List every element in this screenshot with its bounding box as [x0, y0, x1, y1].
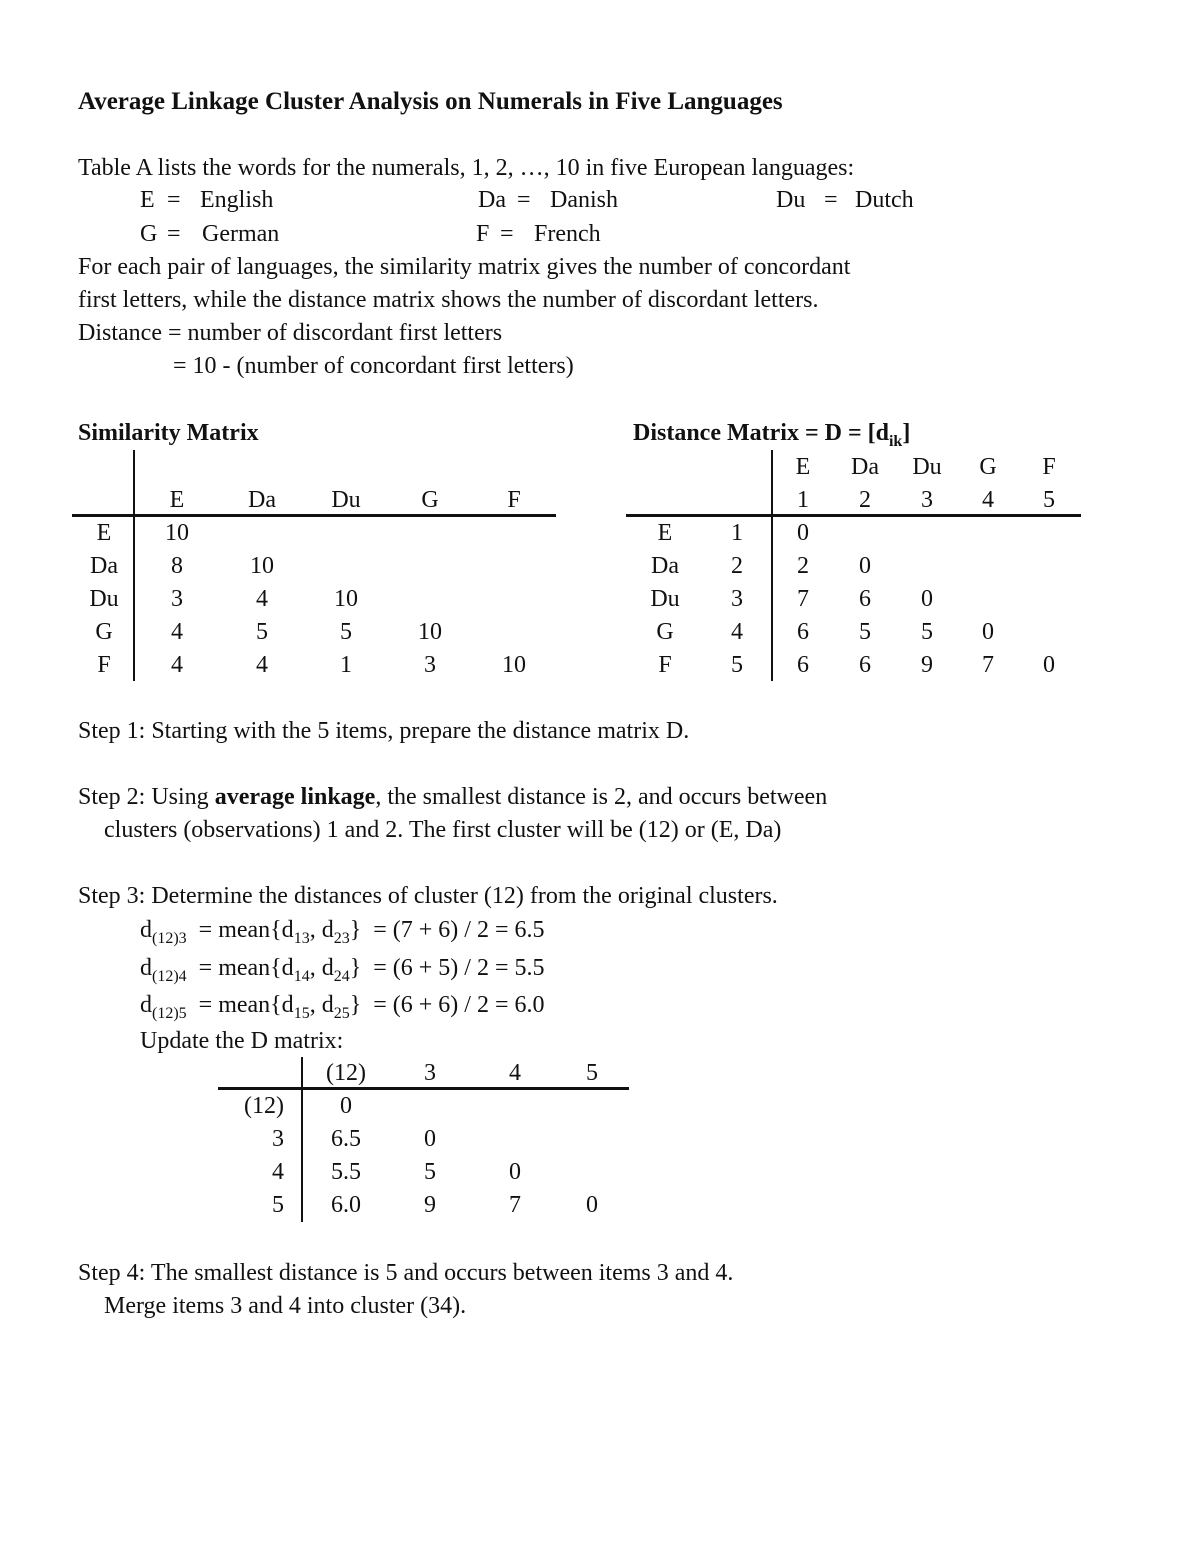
distance-row-label: Du	[650, 586, 680, 612]
distance-header-rule	[626, 514, 1081, 517]
updated-header-rule	[218, 1087, 629, 1090]
similarity-cell: 4	[171, 652, 183, 678]
updated-cell: 6.0	[331, 1192, 361, 1218]
distance-row-index: 4	[731, 619, 743, 645]
distance-cell: 0	[921, 586, 933, 612]
similarity-cell: 10	[250, 553, 274, 579]
legend-code-f: F	[476, 221, 490, 247]
distance-col-header: Da	[851, 454, 879, 480]
distance-cell: 5	[921, 619, 933, 645]
similarity-col-header: F	[507, 487, 521, 513]
distance-row-label: E	[657, 520, 673, 546]
updated-cell: 7	[509, 1192, 521, 1218]
distance-cell: 0	[1043, 652, 1055, 678]
similarity-cell: 10	[502, 652, 526, 678]
similarity-cell: 5	[256, 619, 268, 645]
intro-text: Table A lists the words for the numerals, 1, 2, …, 10 in five European languages:	[78, 155, 855, 181]
updated-col-header: 3	[424, 1060, 436, 1086]
distance-cell: 6	[797, 652, 809, 678]
similarity-cell: 4	[256, 652, 268, 678]
updated-cell: 0	[340, 1093, 352, 1119]
similarity-cell: 10	[418, 619, 442, 645]
legend-name-danish: Danish	[550, 187, 618, 213]
legend-name-dutch: Dutch	[855, 187, 914, 213]
distance-row-index: 2	[731, 553, 743, 579]
distance-col-header: G	[979, 454, 997, 480]
similarity-cell: 4	[171, 619, 183, 645]
updated-row-label: 4	[272, 1159, 284, 1185]
updated-cell: 5.5	[331, 1159, 361, 1185]
similarity-col-header: E	[169, 487, 185, 513]
step-3: Step 3: Determine the distances of cluster (12) from the original clusters.	[78, 883, 778, 909]
updated-cell: 9	[424, 1192, 436, 1218]
page-title: Average Linkage Cluster Analysis on Numerals in Five Languages	[78, 88, 783, 115]
similarity-cell: 5	[340, 619, 352, 645]
distance-title: Distance Matrix = $D = [d_{ik}]$	[633, 420, 911, 450]
similarity-col-header: G	[421, 487, 439, 513]
similarity-col-header: Da	[248, 487, 276, 513]
updated-cell: 6.5	[331, 1126, 361, 1152]
similarity-cell: 8	[171, 553, 183, 579]
updated-col-header: 4	[509, 1060, 521, 1086]
distance-col-header: F	[1042, 454, 1056, 480]
updated-cell: 5	[424, 1159, 436, 1185]
explain-line-4: = 10 - (number of concordant first letters)	[173, 353, 574, 379]
distance-cell: 0	[859, 553, 871, 579]
legend-code-da: Da	[478, 187, 506, 213]
similarity-row-label: Du	[89, 586, 119, 612]
distance-cell: 7	[982, 652, 994, 678]
distance-cell: 6	[859, 652, 871, 678]
legend-eq: =	[824, 187, 838, 213]
average-linkage-equation: $d_{(12)5}$ = $mean\{d_{15}$, $d_{25}\} = (6 + 6) / 2 = 6.0$	[140, 992, 545, 1022]
legend-eq: =	[517, 187, 531, 213]
updated-col-header: (12)	[326, 1060, 366, 1086]
step-4: Step 4: The smallest distance is 5 and occurs between items 3 and 4.	[78, 1260, 734, 1286]
similarity-row-divider	[133, 450, 135, 681]
distance-cell: 6	[797, 619, 809, 645]
step-1: Step 1: Starting with the 5 items, prepare the distance matrix D.	[78, 718, 690, 744]
distance-col-index: 5	[1043, 487, 1055, 513]
legend-eq: =	[167, 221, 181, 247]
similarity-cell: 3	[171, 586, 183, 612]
step-2-line-2: clusters (observations) 1 and 2. The first cluster will be (12) or (E, Da)	[104, 817, 782, 843]
distance-cell: 7	[797, 586, 809, 612]
updated-cell: 0	[509, 1159, 521, 1185]
similarity-row-label: F	[97, 652, 111, 678]
distance-col-header: Du	[912, 454, 942, 480]
distance-col-index: 4	[982, 487, 994, 513]
step-4-line-2: Merge items 3 and 4 into cluster (34).	[104, 1293, 467, 1319]
updated-row-divider	[301, 1057, 303, 1222]
updated-row-label: 5	[272, 1192, 284, 1218]
distance-cell: 0	[982, 619, 994, 645]
distance-cell: 6	[859, 586, 871, 612]
similarity-row-label: E	[96, 520, 112, 546]
average-linkage-equation: $d_{(12)4}$ = $mean\{d_{14}$, $d_{24}\} = (6 + 5) / 2 = 5.5$	[140, 955, 545, 985]
similarity-title: Similarity Matrix	[78, 420, 259, 446]
step-2: Step 2: Using average linkage, the smallest distance is 2, and occurs between	[78, 784, 828, 810]
distance-cell: 5	[859, 619, 871, 645]
legend-name-german: German	[202, 221, 280, 247]
legend-code-du: Du	[776, 187, 806, 213]
distance-cell: 2	[797, 553, 809, 579]
legend-name-french: French	[534, 221, 601, 247]
distance-row-index: 1	[731, 520, 743, 546]
similarity-cell: 3	[424, 652, 436, 678]
updated-cell: 0	[424, 1126, 436, 1152]
distance-col-index: 1	[797, 487, 809, 513]
explain-line-1: For each pair of languages, the similarity matrix gives the number of concordant	[78, 254, 851, 280]
similarity-cell: 10	[165, 520, 189, 546]
distance-row-label: Da	[651, 553, 679, 579]
distance-row-divider	[771, 450, 773, 681]
distance-cell: 0	[797, 520, 809, 546]
explain-line-2: first letters, while the distance matrix shows the number of discordant letters.	[78, 287, 819, 313]
legend-code-g: G	[140, 221, 158, 247]
similarity-header-rule	[72, 514, 556, 517]
similarity-cell: 10	[334, 586, 358, 612]
distance-col-index: 2	[859, 487, 871, 513]
distance-col-header: E	[795, 454, 811, 480]
updated-row-label: (12)	[244, 1093, 284, 1119]
explain-line-3: Distance = number of discordant first letters	[78, 320, 503, 346]
distance-row-label: G	[656, 619, 674, 645]
updated-row-label: 3	[272, 1126, 284, 1152]
distance-row-index: 3	[731, 586, 743, 612]
similarity-col-header: Du	[331, 487, 361, 513]
distance-row-index: 5	[731, 652, 743, 678]
legend-name-english: English	[200, 187, 274, 213]
similarity-row-label: Da	[90, 553, 118, 579]
legend-code-e: E	[140, 187, 155, 213]
similarity-cell: 1	[340, 652, 352, 678]
update-label: Update the D matrix:	[140, 1028, 344, 1054]
updated-cell: 0	[586, 1192, 598, 1218]
updated-col-header: 5	[586, 1060, 598, 1086]
similarity-row-label: G	[95, 619, 113, 645]
legend-eq: =	[167, 187, 181, 213]
similarity-cell: 4	[256, 586, 268, 612]
distance-col-index: 3	[921, 487, 933, 513]
average-linkage-equation: $d_{(12)3}$ = $mean\{d_{13}$, $d_{23}\} = (7 + 6) / 2 = 6.5$	[140, 917, 545, 947]
distance-row-label: F	[658, 652, 672, 678]
distance-cell: 9	[921, 652, 933, 678]
legend-eq: =	[500, 221, 514, 247]
